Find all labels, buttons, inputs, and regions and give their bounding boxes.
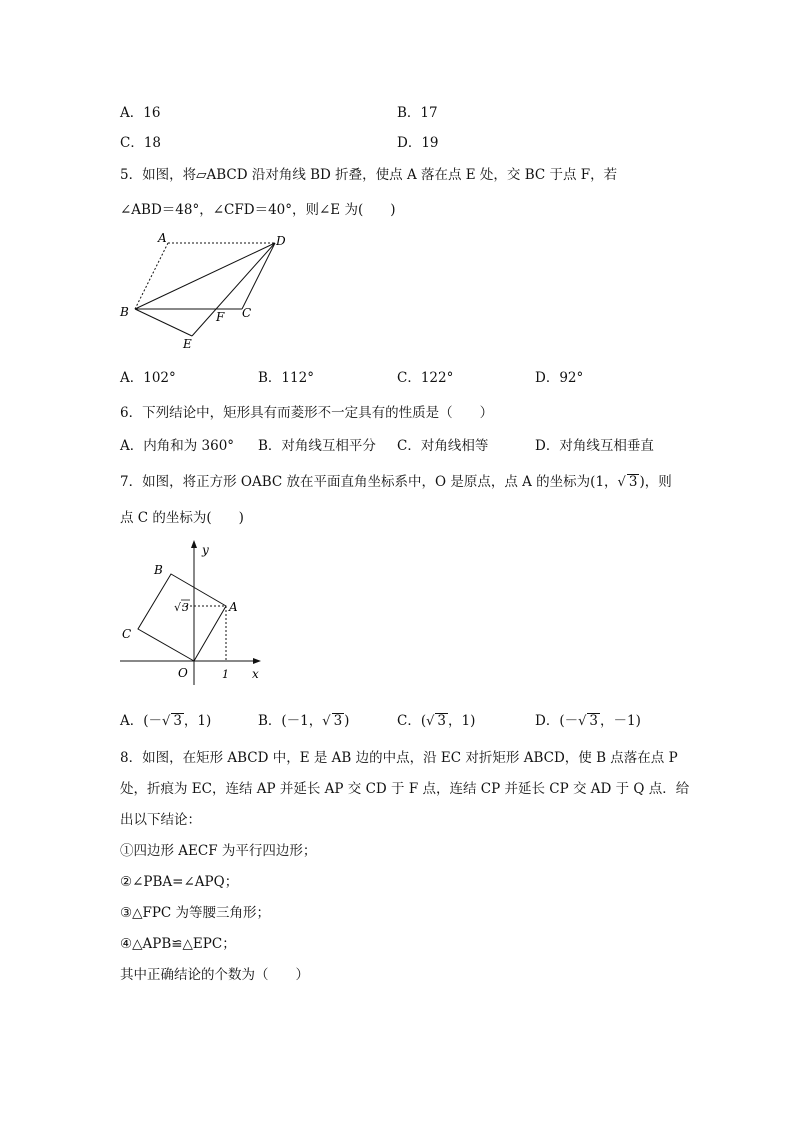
q5-edge-ed — [192, 243, 275, 336]
q7-label-radical-icon: √ — [174, 601, 182, 614]
q7-label-c: C — [122, 627, 132, 641]
q6-option-b: B．对角线互相平分 — [258, 438, 376, 454]
q4-option-a: A．16 — [120, 105, 161, 121]
q5-label-a: A — [158, 231, 167, 245]
q5-label-b: B — [120, 305, 129, 319]
q5-label-f: F — [216, 310, 225, 324]
q7-option-b — [258, 712, 349, 731]
q8-conclusion-2: ②∠PBA=∠APQ； — [120, 874, 239, 890]
q7-label-x: x — [252, 667, 259, 681]
q7-stem-sqrt: 3 — [628, 474, 638, 490]
q7-option-a — [120, 712, 211, 731]
q7-option-b-sqrt: 3 — [333, 713, 343, 729]
q5-stem-line1: 5．如图，将▱ABCD 沿对角线 BD 折叠，使点 A 落在点 E 处，交 BC 于点 F，若 — [120, 167, 618, 183]
q4-option-b: B．17 — [397, 105, 438, 121]
q7-option-b-post: ) — [344, 713, 350, 729]
q7-option-b-pre: B．(－1， — [258, 713, 323, 729]
q5-label-e: E — [183, 337, 192, 351]
q7-label-1: 1 — [222, 668, 229, 681]
q7-label-b: B — [154, 563, 163, 577]
q7-option-a-post: ，1) — [183, 713, 212, 729]
q5-option-b: B．112° — [258, 370, 314, 386]
q7-label-o: O — [178, 666, 188, 680]
q8-conclusion-3: ③△FPC 为等腰三角形； — [120, 905, 271, 921]
q5-option-d: D．92° — [535, 370, 584, 386]
radical-icon: √ — [578, 714, 587, 729]
q7-option-d-pre: D．(－ — [535, 713, 579, 729]
q7-option-a-sqrt: 3 — [173, 713, 182, 729]
q5-edge-bd — [135, 243, 275, 309]
q8-stem-line3: 出以下结论： — [120, 812, 201, 828]
q8-stem-line2: 处，折痕为 EC，连结 AP 并延长 AP 交 CD 于 F 点，连结 CP 并延长 CP 交 AD 于 Q 点．给 — [120, 781, 690, 797]
q8-conclusion-4: ④△APB≌△EPC； — [120, 936, 236, 952]
q7-stem-line2: 点 C 的坐标为( ) — [120, 510, 244, 526]
q7-figure — [112, 537, 272, 687]
q7-label-a: A — [229, 600, 238, 614]
q4-option-d: D．19 — [397, 135, 439, 151]
q6-option-a: A．内角和为 360° — [120, 438, 235, 454]
q7-x-arrow-icon — [253, 658, 261, 664]
q5-edge-ab — [135, 243, 168, 309]
q7-label-y: y — [202, 543, 209, 557]
q4-option-c: C．18 — [120, 135, 162, 151]
q7-stem-text: 7．如图，将正方形 OABC 放在平面直角坐标系中，O 是原点，点 A 的坐标为(1， — [120, 474, 618, 490]
q7-square-oabc — [138, 574, 226, 661]
q5-label-d: D — [276, 234, 286, 248]
q6-stem: 6．下列结论中，矩形具有而菱形不一定具有的性质是（ ） — [120, 405, 494, 421]
q8-stem-line1: 8．如图，在矩形 ABCD 中，E 是 AB 边的中点，沿 EC 对折矩形 ABCD，使 B 点落在点 P — [120, 750, 678, 766]
q7-option-c-pre: C．( — [397, 713, 427, 729]
q5-stem-line2: ∠ABD＝48°，∠CFD＝40°，则∠E 为( ) — [120, 202, 396, 218]
q7-y-arrow-icon — [191, 540, 197, 548]
q7-option-c-sqrt: 3 — [437, 713, 446, 729]
radical-icon: √ — [322, 714, 331, 729]
q7-option-d-sqrt: 3 — [589, 713, 598, 729]
q8-conclusion-1: ①四边形 AECF 为平行四边形； — [120, 843, 317, 859]
q5-option-c: C．122° — [397, 370, 454, 386]
q7-option-a-pre: A．(－ — [120, 713, 163, 729]
q7-option-c — [397, 712, 475, 731]
q7-stem-line1 — [120, 473, 672, 492]
q5-option-a: A．102° — [120, 370, 176, 386]
q7-label-sqrt3: 3 — [182, 601, 189, 614]
radical-icon: √ — [426, 714, 435, 729]
q6-option-d: D．对角线互相垂直 — [535, 438, 654, 454]
q7-option-d-post: ，－1) — [599, 713, 641, 729]
radical-icon: √ — [617, 475, 626, 490]
q5-edge-be — [135, 309, 192, 336]
q5-edge-cd — [242, 243, 275, 309]
q8-question: 其中正确结论的个数为（ ） — [120, 967, 309, 983]
q6-option-c: C．对角线相等 — [397, 438, 489, 454]
q7-option-c-post: ，1) — [448, 713, 476, 729]
q7-option-d — [535, 712, 641, 731]
q7-stem-text-end: )，则 — [639, 474, 672, 490]
radical-icon: √ — [162, 714, 171, 729]
q5-label-c: C — [242, 306, 252, 320]
q5-figure — [112, 228, 312, 358]
